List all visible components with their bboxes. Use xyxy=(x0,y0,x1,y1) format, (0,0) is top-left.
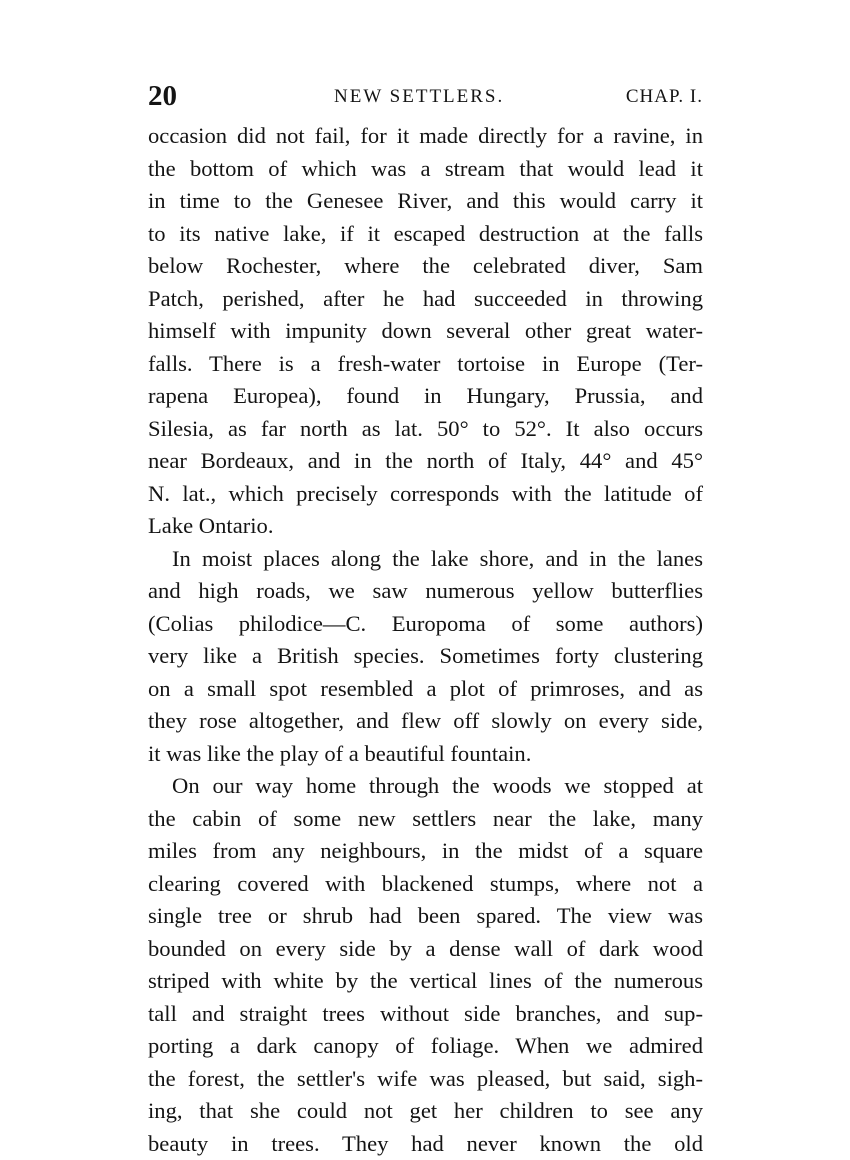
text-line: tall and straight trees without side branches, and sup- xyxy=(148,998,703,1031)
body-text xyxy=(148,120,703,1160)
text-line: miles from any neighbours, in the midst of a square xyxy=(148,835,703,868)
text-line: bounded on every side by a dense wall of dark wood xyxy=(148,933,703,966)
text-line: Patch, perished, after he had succeeded in throwing xyxy=(148,283,703,316)
running-head xyxy=(148,76,703,116)
chapter-label: CHAP. I. xyxy=(626,76,703,118)
text-line: (Colias philodice—C. Europoma of some authors) xyxy=(148,608,703,641)
text-line: occasion did not fail, for it made directly for a ravine, in xyxy=(148,120,703,153)
text-line: near Bordeaux, and in the north of Italy, 44° and 45° xyxy=(148,445,703,478)
text-line: Lake Ontario. xyxy=(148,510,703,543)
text-line: On our way home through the woods we stopped at xyxy=(148,770,703,803)
text-line: ing, that she could not get her children to see any xyxy=(148,1095,703,1128)
text-line: in time to the Genesee River, and this would carry it xyxy=(148,185,703,218)
text-line: In moist places along the lake shore, and in the lanes xyxy=(148,543,703,576)
text-line: very like a British species. Sometimes forty clustering xyxy=(148,640,703,673)
text-line: they rose altogether, and flew off slowly on every side, xyxy=(148,705,703,738)
text-line: and high roads, we saw numerous yellow butterflies xyxy=(148,575,703,608)
text-line: to its native lake, if it escaped destruction at the falls xyxy=(148,218,703,251)
text-line: beauty in trees. They had never known the old xyxy=(148,1128,703,1160)
text-line: N. lat., which precisely corresponds with the latitude of xyxy=(148,478,703,511)
text-line: rapena Europea), found in Hungary, Prussia, and xyxy=(148,380,703,413)
text-line: the bottom of which was a stream that would lead it xyxy=(148,153,703,186)
text-line: Silesia, as far north as lat. 50° to 52°. It also occurs xyxy=(148,413,703,446)
running-title: NEW SETTLERS. xyxy=(334,76,504,118)
text-line: the forest, the settler's wife was pleased, but said, sigh- xyxy=(148,1063,703,1096)
text-line: himself with impunity down several other great water- xyxy=(148,315,703,348)
text-line: it was like the play of a beautiful fountain. xyxy=(148,738,703,771)
text-line: the cabin of some new settlers near the lake, many xyxy=(148,803,703,836)
text-line: porting a dark canopy of foliage. When we admired xyxy=(148,1030,703,1063)
page-number: 20 xyxy=(148,76,177,116)
text-line: striped with white by the vertical lines of the numerous xyxy=(148,965,703,998)
text-line: on a small spot resembled a plot of primroses, and as xyxy=(148,673,703,706)
text-line: falls. There is a fresh-water tortoise in Europe (Ter- xyxy=(148,348,703,381)
text-line: below Rochester, where the celebrated diver, Sam xyxy=(148,250,703,283)
text-line: single tree or shrub had been spared. The view was xyxy=(148,900,703,933)
text-line: clearing covered with blackened stumps, where not a xyxy=(148,868,703,901)
